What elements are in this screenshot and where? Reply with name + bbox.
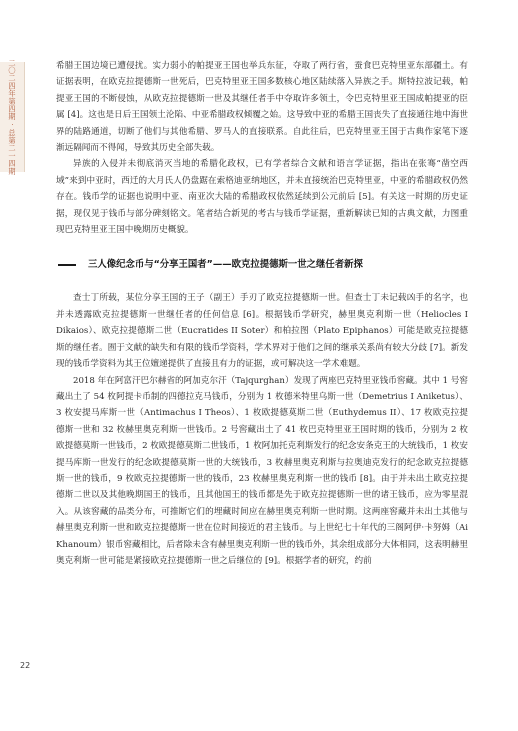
article-body — [56, 58, 468, 569]
paragraph: 2018 年在阿富汗巴尔赫省的阿加克尔汗（Tajqurghan）发现了两座巴克特里亚钱币窖藏。其中 1 号窖藏出土了 54 枚阿提卡币制的四德拉克马钱币，分别为 1 枚德米特里乌斯一世（Demetrius I Aniketus）、3 枚安提马库斯一世（Antimachus I Theos）、1 枚欧提德莫斯二世（Euthydemus II）、17 枚欧克拉提德斯一世和 32 枚赫里奥克利斯一世钱币。2 号窖藏出土了 41 枚巴克特里亚王国时期的钱币，分别为 2 枚欧提德莫斯一世钱币，2 枚欧提德莫斯二世钱币，1 枚阿加托克利斯发行的纪念安条克王的大统钱币，1 枚安提马库斯一世发行的纪念欧提德莫斯一世的大统钱币，3 枚赫里奥克利斯与拉奥迪克发行的纪念欧克拉提德斯一世的钱币，9 枚欧克拉提德斯一世的钱币，23 枚赫里奥克利斯一世的钱币 [8]。由于并未出土欧克拉提德斯二世以及其他晚期国王的钱币，且其他国王的钱币都是先于欧克拉提德斯一世的诸王钱币，应为零星混入。从该窖藏的品类分布，可推断它们的埋藏时间应在赫里奥克利斯一世时期。这两座窖藏并未出土其他与赫里奥克利斯一世和欧克拉提德斯一世在位时间接近的君主钱币。与上世纪七十年代的三阁阿伊·卡努姆（Ai Khanoum）银币窖藏相比，后者除未含有赫里奥克利斯一世的钱币外，其余组成部分大体相同，这表明赫里奥克利斯一世可能是紧接欧克拉提德斯一世之后继位的 [9]。根据学者的研究，约前 — [56, 375, 468, 566]
issue-side-tab — [0, 58, 25, 176]
paragraph: 希腊王国边境已遭侵扰。实力弱小的帕提亚王国也举兵东征，夺取了两行省，蚕食巴克特里亚东部疆土。有证据表明，在欧克拉提德斯一世死后，巴克特里亚王国多数核心地区陆续落入异族之手。斯特拉波记载，帕提亚王国的不断侵蚀，从欧克拉提德斯一世及其继任者手中夺取许多领土，令巴克特里亚王国成帕提亚的臣属 [4]。这也是日后王国领土沦陷、中亚希腊政权倾覆之始。这导致中亚的希腊王国丧失了直接通往地中海世界的陆路通道，切断了他们与其他希腊、罗马人的直接联系。自此往后，巴克特里亚王国于古典作家笔下逐渐远隔闻而不得闻，导致其历史全部失载。 — [56, 61, 468, 154]
issue-label: 二〇二四年第四期 · 总第二一四期 — [8, 58, 17, 176]
paragraph: 查士丁所载，某位分享王国的王子（副王）手刃了欧克拉提德斯一世。但查士丁未记载凶手的名字，也并未透露欧克拉提德斯一世继任者的任何信息 [6]。根据钱币学研究，赫里奥克利斯一世（Heliocles I Dikaios）、欧克拉提德斯二世（Eucratides II Soter）和柏拉图（Plato Epiphanos）可能是欧克拉提德斯的继任者。囿于文献的缺失和有限的钱币学资料，学术界对于他们之间的继承关系尚有较大分歧 [7]。新发现的钱币学资料为其王位嬗递提供了直接且有力的证据，或可解决这一学术难题。 — [56, 293, 468, 370]
page-number: 22 — [20, 661, 31, 670]
section-heading — [56, 240, 468, 290]
paragraph: 异族的入侵并未彻底消灭当地的希腊化政权，已有学者综合文献和语言学证据，指出在张骞“凿空西域”来到中亚时，西迁的大月氏人仍盘踞在索格迪亚纳地区，并未直接统治巴克特里亚，中亚的希腊政权仍然存在。钱币学的证据也说明中亚、南亚次大陆的希腊政权依然延续到公元前后 [5]。有关这一时期的历史证据，现仅见于钱币与部分碑刻铭文。笔者结合新见的考古与钱币学证据，重新解读已知的古典文献，力图重现巴克特里亚王国中晚期历史概貌。 — [56, 159, 468, 236]
section-title: 三人像纪念币与“分享王国者”——欧克拉提德斯一世之继任者新探 — [88, 259, 363, 271]
heading-dash — [58, 264, 76, 266]
